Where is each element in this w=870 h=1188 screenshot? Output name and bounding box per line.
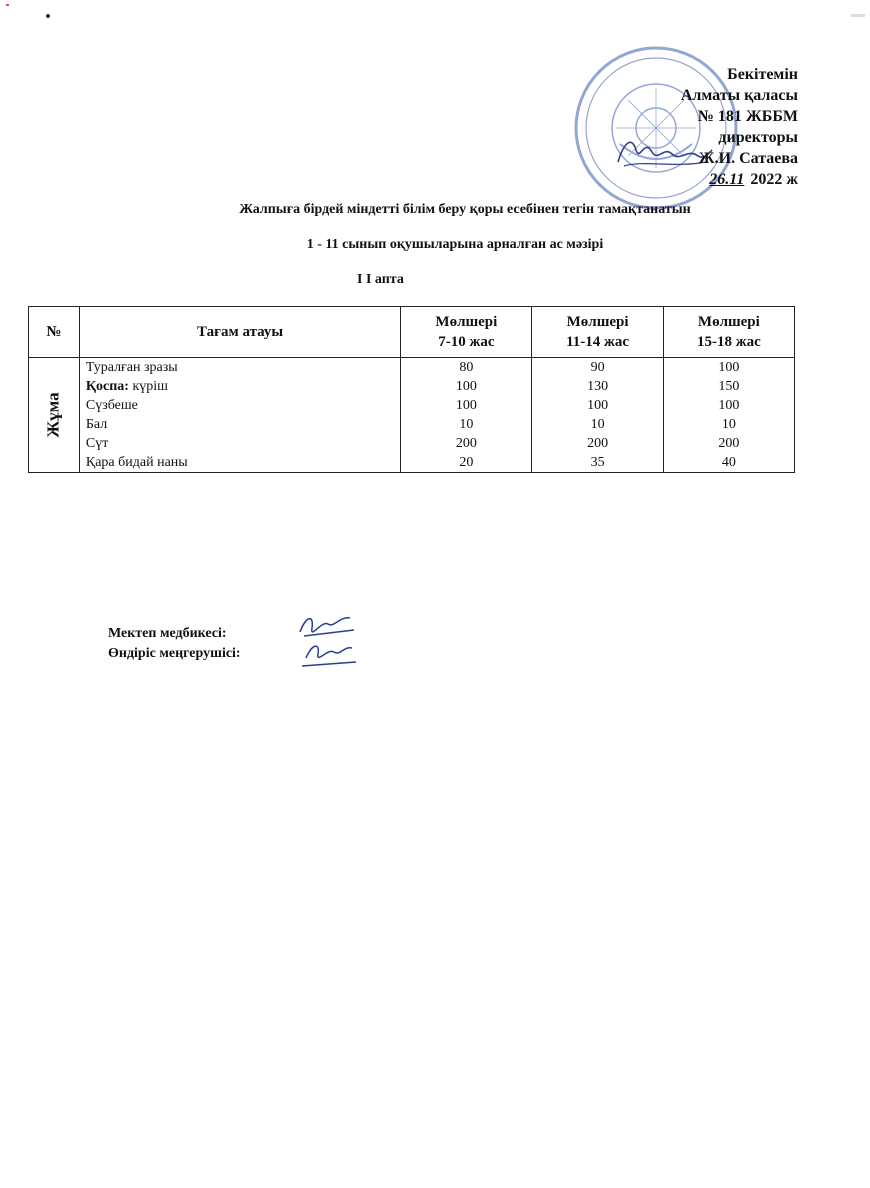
approval-block	[681, 64, 798, 190]
menu-table	[28, 306, 795, 473]
dish-name	[80, 434, 400, 453]
table-header-row	[29, 307, 795, 358]
dish-name	[80, 358, 400, 377]
document-subtitle	[20, 237, 870, 253]
dish-name-text: Қара бидай наны	[85, 455, 188, 470]
nurse-signature-label: Мектеп медбикесі:	[108, 626, 227, 641]
header-portion-label: Мөлшері	[697, 314, 760, 330]
document-subtitle-text: 1 - 11 сынып оқушыларына арналған ас мәзірі	[306, 237, 604, 252]
portion-value: 200	[455, 436, 477, 451]
approval-school: № 181 ЖББМ	[697, 108, 798, 125]
dish-name-text: Сүт	[85, 436, 109, 451]
week-label: I I апта	[357, 272, 404, 287]
scan-speck	[851, 14, 865, 17]
portion-value: 150	[718, 379, 740, 394]
manager-signature-label: Өндіріс меңгерушісі:	[108, 646, 241, 661]
portion-11-14-cell	[532, 358, 663, 473]
portion-value: 200	[587, 436, 609, 451]
dish-name	[80, 415, 400, 434]
dish-name-text: күріш	[128, 379, 168, 394]
header-dish-name: Тағам атауы	[79, 307, 400, 358]
portion-value: 80	[459, 360, 474, 375]
header-portion-7-10	[401, 307, 532, 358]
header-portion-label: Мөлшері	[566, 314, 629, 330]
portion-value: 100	[455, 398, 477, 413]
portion-value: 200	[718, 436, 740, 451]
dish-name	[80, 396, 400, 415]
portion-value: 130	[587, 379, 609, 394]
header-age-range: 15-18 жас	[696, 334, 761, 350]
dish-names-cell	[79, 358, 400, 473]
approval-director-name: Ж.И. Сатаева	[698, 150, 798, 167]
dish-name-text: Бал	[85, 417, 108, 432]
portion-value: 100	[718, 360, 740, 375]
approval-date-year: 2022 ж	[750, 171, 798, 188]
scan-speck	[6, 4, 9, 6]
portion-value: 90	[590, 360, 605, 375]
approval-city: Алматы қаласы	[680, 87, 798, 104]
scan-speck	[46, 14, 50, 18]
day-label: Жұма	[43, 392, 63, 438]
portion-value: 10	[459, 417, 474, 432]
document-title: Жалпыға бірдей міндетті білім беру қоры есебінен тегін тамақтанатын	[239, 202, 691, 217]
portion-value: 20	[459, 455, 474, 470]
portion-value: 35	[590, 455, 605, 470]
dish-name	[80, 453, 400, 472]
signature-block	[108, 624, 241, 664]
portion-value: 100	[455, 379, 477, 394]
table-row	[29, 358, 795, 473]
day-cell	[29, 358, 80, 473]
portion-value: 40	[721, 455, 736, 470]
portion-value: 10	[721, 417, 736, 432]
header-number: №	[29, 307, 80, 358]
approval-date-day: 26.11	[709, 171, 745, 188]
header-age-range: 11-14 жас	[566, 334, 630, 350]
portion-value: 100	[587, 398, 609, 413]
header-portion-11-14	[532, 307, 663, 358]
portion-7-10-cell	[401, 358, 532, 473]
portion-value: 10	[590, 417, 605, 432]
dish-name-text: Сүзбеше	[85, 398, 138, 413]
staff-signatures	[292, 610, 362, 672]
header-age-range: 7-10 жас	[438, 334, 495, 350]
portion-value: 100	[718, 398, 740, 413]
header-portion-label: Мөлшері	[435, 314, 498, 330]
approval-heading: Бекітемін	[727, 66, 798, 83]
header-portion-15-18	[663, 307, 794, 358]
dish-name-text: Туралған зразы	[85, 360, 178, 375]
dish-name-prefix: Қоспа:	[85, 379, 129, 394]
approval-position: директоры	[718, 129, 798, 146]
approval-date	[681, 169, 798, 190]
dish-name	[80, 377, 400, 396]
portion-15-18-cell	[663, 358, 794, 473]
